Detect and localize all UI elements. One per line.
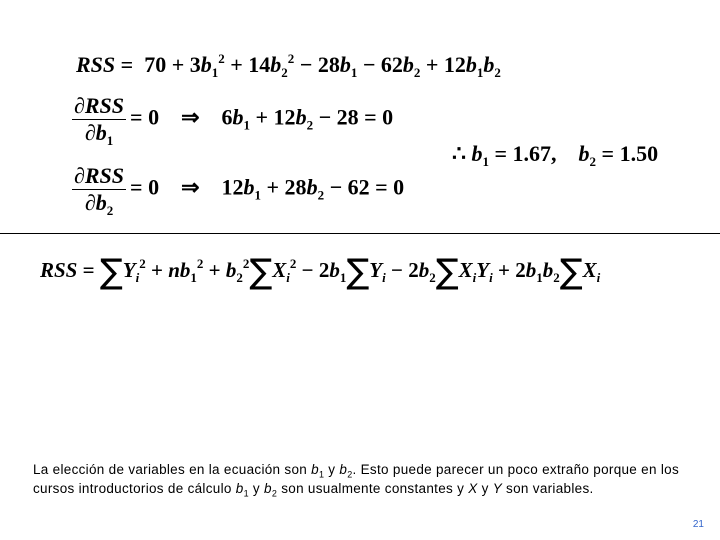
equation-rss-numeric: RSS = $70 + 3b_1^2 + 14b_2^2 - 28b_1 - 62b_2 + 12b_1b_2$ xyxy=(76,51,501,80)
caption-text: La elección de variables en la ecuación son $b_1$ y $b_2$. Esto puede parecer un poco extraño porque en los cursos introductorios de cálculo $b_1$ y $b_2$ son usualmente constantes y X y Y son variables. xyxy=(33,462,679,499)
equation-derivative-b2: $\frac{\text{∂RSS}}{\partial b_2}$ = 0 ⇒ $12b_1 + 28b_2 - 62 = 0$ xyxy=(74,163,405,218)
divider-line xyxy=(0,233,720,234)
equation-derivative-b1: $\frac{\text{∂RSS}}{\partial b_1}$ = 0 ⇒ $6b_1 + 12b_2 - 28 = 0$ xyxy=(74,93,394,148)
equation-rss-general: RSS = $\sum Y_i^2 + nb_1^2 + b_2^2\sum X_i^2 - 2b_1\sum Y_i - 2b_2\sum X_iY_i + 2b_1b_2\sum X_i$ xyxy=(40,252,601,292)
equation-solution: ∴ $b_1 = 1.67$, $b_2 = 1.50$ xyxy=(452,141,659,169)
fraction-drss-db2: $\frac{\text{∂RSS}}{\partial b_2}$ xyxy=(74,163,125,218)
fraction-drss-db1: $\frac{\text{∂RSS}}{\partial b_1}$ xyxy=(74,93,125,148)
page-number: 21 xyxy=(692,519,704,530)
